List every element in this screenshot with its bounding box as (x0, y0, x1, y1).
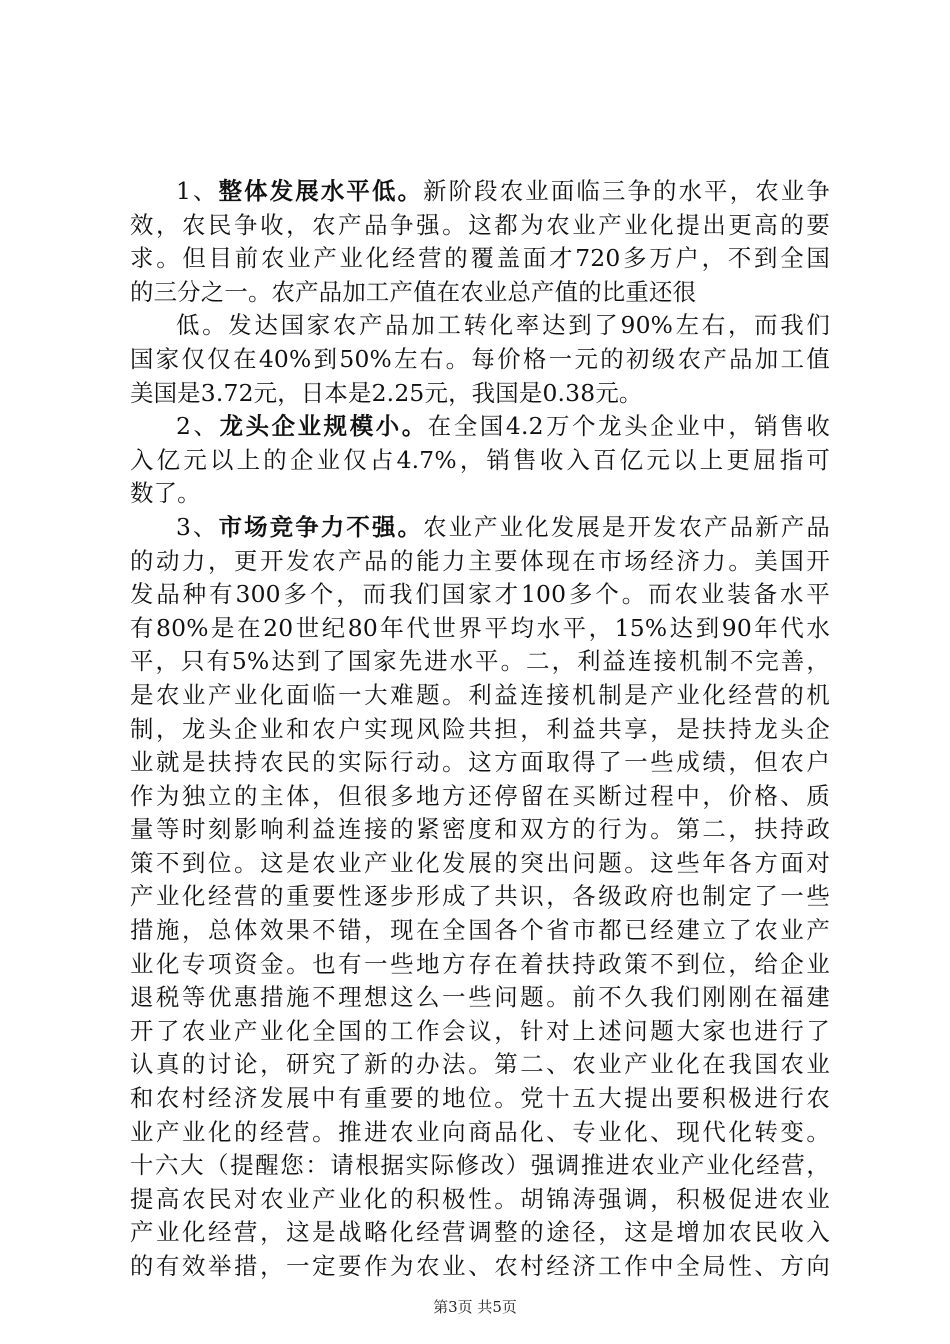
section-heading: 整体发展水平低。 (218, 177, 424, 205)
page-footer: 第3页 共5页 (433, 1298, 517, 1316)
text-line (130, 1216, 830, 1250)
text-line (130, 1116, 830, 1150)
line-text: 有80%是在20世纪80年代世界平均水平，15%达到90年代水 (130, 613, 830, 642)
text-line (130, 746, 830, 780)
section-heading: 龙头企业规模小。 (219, 412, 428, 441)
section-number: 2、 (176, 412, 220, 441)
text-line (130, 1149, 830, 1183)
line-text: 求。但目前农业产业化经营的覆盖面才720多万户，不到全国 (130, 244, 830, 273)
line-text: 认真的讨论，研究了新的办法。第二、农业产业化在我国农业 (130, 1050, 830, 1079)
line-text: 十六大（提醒您：请根据实际修改）强调推进农业产业化经营， (130, 1151, 830, 1180)
line-text: 退税等优惠措施不理想这么一些问题。前不久我们刚刚在福建 (130, 983, 830, 1012)
line-text: 国家仅仅在40%到50%左右。每价格一元的初级农产品加工值 (130, 344, 830, 373)
line-text: 数了。 (130, 479, 201, 508)
text-line (130, 343, 830, 377)
line-text: 低。发达国家农产品加工转化率达到了90%左右，而我们 (176, 311, 830, 340)
line-text: 策不到位。这是农业产业化发展的突出问题。这些年各方面对 (130, 848, 830, 877)
line-text: 发品种有300多个，而我们国家才100多个。而农业装备水平 (130, 580, 830, 609)
line-text: 产业化经营，这是战略化经营调整的途径，这是增加农民收入 (130, 1218, 830, 1247)
line-text: 产业化经营的重要性逐步形成了共识，各级政府也制定了一些 (130, 882, 830, 911)
line-text: 量等时刻影响利益连接的紧密度和双方的行为。第二，扶持政 (130, 815, 830, 844)
line-text: 提高农民对农业产业化的积极性。胡锦涛强调，积极促进农业 (130, 1184, 830, 1213)
line-text: 和农村经济发展中有重要的地位。党十五大提出要积极进行农 (130, 1084, 830, 1113)
text-line (130, 679, 830, 713)
line-text: 作为独立的主体，但很多地方还停留在买断过程中，价格、质 (130, 781, 830, 810)
text-line (130, 242, 830, 276)
text-line (130, 1250, 830, 1284)
text-line (130, 914, 830, 948)
text-line (130, 813, 830, 847)
text-line (130, 1183, 830, 1217)
text-line (130, 713, 830, 747)
section-heading: 市场竞争力不强。 (218, 512, 424, 541)
line-text: 的有效举措，一定要作为农业、农村经济工作中全局性、方向 (130, 1252, 830, 1280)
document-body (130, 175, 830, 1284)
line-text: 的三分之一。农产品加工产值在农业总产值的比重还很 (130, 277, 697, 306)
line-text: 是农业产业化面临一大难题。利益连接机制是产业化经营的机 (130, 680, 830, 709)
text-line (130, 511, 830, 545)
text-line (130, 847, 830, 881)
text-line (130, 645, 830, 679)
line-text: 业产业化的经营。推进农业向商品化、专业化、现代化转变。 (130, 1117, 830, 1146)
section-number: 1、 (176, 177, 219, 205)
text-line (130, 377, 830, 411)
text-line (130, 410, 830, 444)
text-line (130, 209, 830, 243)
line-text: 措施，总体效果不错，现在全国各个省市都已经建立了农业产 (130, 916, 830, 945)
text-line (130, 981, 830, 1015)
text-line (130, 309, 830, 343)
text-line (130, 1048, 830, 1082)
text-line (130, 578, 830, 612)
text-line (130, 175, 830, 209)
text-line (130, 477, 830, 511)
text-line (130, 780, 830, 814)
text-line (130, 880, 830, 914)
text-line (130, 1082, 830, 1116)
line-text: 业化专项资金。也有一些地方存在着扶持政策不到位，给企业 (130, 949, 830, 978)
line-text: 业就是扶持农民的实际行动。这方面取得了一些成绩，但农户 (130, 748, 830, 777)
text-line (130, 948, 830, 982)
line-text: 美国是3.72元，日本是2.25元，我国是0.38元。 (130, 378, 643, 407)
line-text: 制，龙头企业和农户实现风险共担，利益共享，是扶持龙头企 (130, 714, 830, 743)
text-line (130, 1015, 830, 1049)
line-text: 效，农民争收，农产品争强。这都为农业产业化提出更高的要 (130, 210, 830, 239)
line-text: 入亿元以上的企业仅占4.7%，销售收入百亿元以上更屈指可 (130, 445, 830, 474)
line-text: 开了农业产业化全国的工作会议，针对上述问题大家也进行了 (130, 1016, 830, 1045)
line-text: 新阶段农业面临三争的水平，农业争 (423, 177, 830, 205)
line-text: 的动力，更开发农产品的能力主要体现在市场经济力。美国开 (130, 546, 830, 575)
line-text: 农业产业化发展是开发农产品新产品 (423, 512, 830, 541)
text-line (130, 612, 830, 646)
section-number: 3、 (176, 512, 219, 541)
text-line (130, 276, 830, 310)
text-line (130, 444, 830, 478)
text-line (130, 545, 830, 579)
line-text: 在全国4.2万个龙头企业中，销售收 (427, 412, 830, 441)
line-text: 平，只有5%达到了国家先进水平。二，利益连接机制不完善， (130, 647, 830, 676)
